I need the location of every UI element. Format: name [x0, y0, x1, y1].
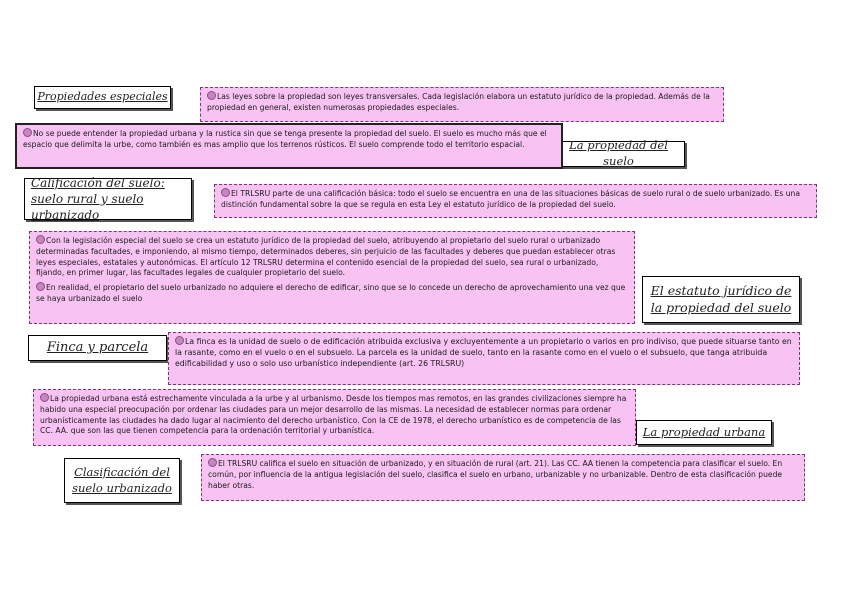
bullet-icon: [36, 282, 45, 291]
title-text: La propiedad urbana: [642, 424, 766, 439]
note-calificacion-basica: [214, 184, 817, 218]
note-text: En realidad, el propietario del suelo urbanizado no adquiere el derecho de edificar, sino que se lo concede un derecho de aprovechamiento una vez que se haya urbanizado el suelo: [36, 283, 626, 303]
title-text: Finca y parcela: [46, 340, 149, 356]
note-text: Con la legislación especial del suelo se crea un estatuto jurídico de la propiedad del suelo, atribuyendo al propietario del suelo rural o urbanizado determinadas facultades, e imponiendo, al mismo tiempo, determinados deberes, sin perjuicio de las facultades y deberes que puedan establecer otras leyes especiales, estatales y autonómicas. El artículo 12 TRLSRU determina el contenido esencial de la propiedad del suelo, sea rural o urbanizado, fijando, en primer lugar, las facultades legales de cualquier propietario del suelo.: [36, 236, 616, 278]
note-clasificacion: [201, 454, 805, 501]
note-text: La finca es la unidad de suelo o de edificación atribuida exclusiva y excluyentemente a un propietario o varios en pro indiviso, que puede situarse tanto en la rasante, como en el vuelo o en el subsuelo. La parcela es la unidad de suelo, tanto en la rasante como en el vuelo o el subsuelo, que tanga atribuida edificabilidad y uso o solo uso urbanístico independiente (art. 26 TRLSRU): [175, 337, 792, 369]
note-finca-parcela: [168, 332, 800, 385]
note-propiedad-urbana: [33, 389, 636, 446]
bullet-icon: [207, 91, 216, 100]
note-leyes-transversales: [200, 87, 724, 122]
title-estatuto: [642, 276, 800, 323]
title-text: Propiedades especiales: [37, 90, 168, 104]
note-text: La propiedad urbana está estrechamente vinculada a la urbe y al urbanismo. Desde los tiempos mas remotos, en las grandes civilizaciones siempre ha habido una especial preocupación por ordenar las ciudades para un mejor desarrollo de las mismas. La necesidad de establecer normas para ordenar urbanísticamente las ciudades ha dado lugar al nacimiento del derecho urbanístico. Con la CE de 1978, el derecho urbanístico es de competencia de las CC. AA. que son las que tienen competencia para la ordenación territorial y urbanística.: [40, 394, 627, 436]
bullet-icon: [175, 336, 184, 345]
note-propiedad-urbana-rustica: [15, 123, 563, 169]
title-finca-parcela: [28, 335, 167, 361]
note-estatuto: [29, 231, 635, 324]
title-propiedad-suelo: [552, 138, 685, 168]
title-propiedad-urbana: [636, 420, 772, 445]
title-clasificacion: [64, 458, 180, 503]
note-text: No se puede entender la propiedad urbana y la rustica sin que se tenga presente la propiedad del suelo. El suelo es mucho más que el espacio que delimita la urbe, como también es mas amplio que los terrenos rústicos. El suelo comprende todo el territorio espacial.: [23, 129, 547, 149]
note-text: El TRLSRU parte de una calificación básica: todo el suelo se encuentra en una de las situaciones básicas de suelo rural o de suelo urbanizado. Es una distinción fundamental sobre la que se regula en esta Ley el estatuto jurídico de la propiedad del suelo.: [221, 189, 800, 209]
bullet-icon: [208, 458, 217, 467]
bullet-icon: [23, 128, 32, 137]
title-text: Calificación del suelo: suelo rural y suelo urbanizado: [31, 175, 165, 223]
note-text: El TRLSRU califica el suelo en situación de urbanizado, y en situación de rural (art. 21). Las CC. AA tienen la competencia para clasificar el suelo. En común, por influencia de la antigua legislación del suelo, clasifica el suelo en urbano, urbanizable y no urbanizable. Dentro de esta clasificación puede haber otras.: [208, 459, 783, 490]
bullet-icon: [221, 188, 230, 197]
note-text: Las leyes sobre la propiedad son leyes transversales. Cada legislación elabora un estatuto jurídico de la propiedad. Además de la propiedad en general, existen numerosas propiedades especiales.: [207, 92, 710, 112]
title-calificacion: [24, 175, 192, 223]
title-text: La propiedad del suelo: [569, 138, 668, 168]
title-propiedades-especiales: [34, 86, 171, 109]
bullet-icon: [40, 393, 49, 402]
bullet-icon: [36, 235, 45, 244]
title-text: Clasificación del suelo urbanizado: [72, 464, 172, 495]
title-text: El estatuto jurídico de la propiedad del suelo: [650, 282, 792, 315]
